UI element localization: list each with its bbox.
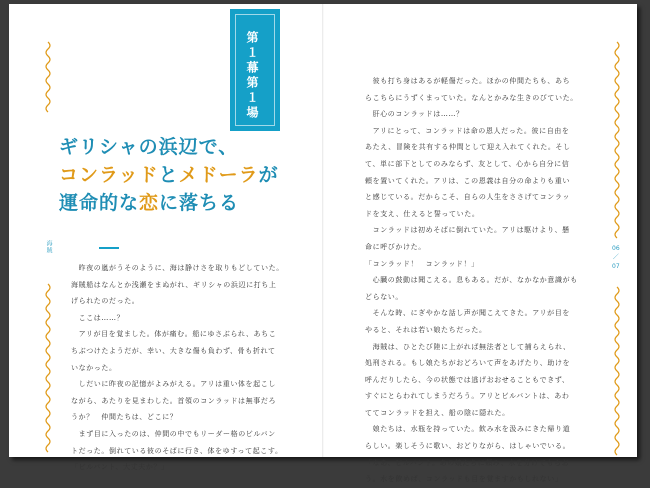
text-line: いなかった。 [71,363,117,372]
text-line: う。水を飲めば、コンラッドも目を覚ますかもしれない」 [365,475,563,484]
page-number-left: 06 [612,245,620,252]
title-line [59,161,299,189]
right-top-wave-ornament [613,42,621,232]
left-page [9,4,323,472]
text-line: ながら、あたりを見まわした。首領のコンラッドは無事だろ [71,396,277,405]
text-line: 「なあ、ビルバント。あの娘たちに頼み、水を分けてもらお [365,458,570,467]
text-line: アリにとって、コンラッドは命の恩人だった。彼に自由を [365,126,570,135]
title-highlight-word: メドーラ [178,164,259,186]
text-line: て、単に部下としてのみならず、友として、心から自分に信 [365,159,570,168]
text-line: 処刑される。もし娘たちがおどろいて声をあげたり、助けを [365,359,571,368]
text-line: 「コンラッド！ コンラッド！」 [365,259,479,268]
text-line: あたえ、冒険を共有する仲間として迎え入れてくれた。そし [365,143,571,152]
text-line: そんな時、にぎやかな話し声が聞こえてきた。アリが目を [365,309,570,318]
text-line: アリが目を覚ました。体が痛む。船にゆさぶられ、あちこ [71,330,277,339]
page-number-right: 07 [612,263,620,270]
title-text: ギリシャの浜辺で、 [59,136,239,158]
text-line: どらない。 [365,292,403,301]
text-line: ててコンラッドを担え、船の陰に隠れた。 [365,408,510,417]
title-line [59,189,299,217]
text-line: 海賊船はなんとか浅瀬をまぬがれ、ギリシャの浜辺に打ち上 [71,280,277,289]
text-line: 海賊は、ひとたび陸に上がれば無法者として捕らえられ、 [365,342,571,351]
title-text: に落ちる [159,192,240,214]
act-scene-label: 第１幕第１場 [245,31,259,121]
title-highlight-word: コンラッド [59,164,159,186]
text-line: まず目に入ったのは、仲間の中でもリーダー格のビルバン [71,429,276,438]
left-bottom-wave-ornament [44,284,52,449]
text-line: 命に呼びかけた。 [365,242,426,251]
page-number [612,244,620,271]
text-line: ここは……？ [71,313,125,322]
title-text: と [158,164,179,186]
text-line: 頼を置いてくれた。アリは、この恩義は自分の命よりも重い [365,176,570,185]
page-number-separator: ／ [612,254,619,261]
text-line: 心臓の鼓動は聞こえる。息もある。だが、なかなか意識がも [365,276,578,285]
text-line: 「ビルバント、大丈夫か？」 [71,463,169,472]
text-line: しだいに昨夜の記憶がよみがえる。アリは重い体を起こし [71,380,276,389]
left-top-wave-ornament [44,42,52,112]
act-scene-banner [230,9,280,131]
left-body-text [71,260,284,476]
right-page [323,4,637,484]
text-line: コンラッドは初めそばに倒れていた。アリは駆けより、懸 [365,226,570,235]
text-line: うか？ 仲間たちは、どこに？ [71,413,178,422]
title-divider [99,247,119,249]
text-line: らしい。楽しそうに歌い、おどりながら、はしゃいでいる。 [365,442,571,451]
text-line: やると、それは若い娘たちだった。 [365,325,487,334]
book-spread [9,4,637,484]
text-line: げられたのだった。 [71,297,140,306]
text-line: 肝心のコンラッドは……？ [365,110,464,119]
text-line: 娘たちは、水瓶を持っていた。飲み水を汲みにきた帰り道 [365,425,571,434]
title-line [59,133,299,161]
text-line: 彼も打ち身はあるが軽傷だった。ほかの仲間たちも、あち [365,77,571,85]
right-bottom-wave-ornament [613,287,621,449]
right-body-text [365,73,578,488]
text-line: 昨夜の嵐がうそのように、海は静けさを取りもどしていた。 [71,264,284,272]
text-line: と感じている。だからこそ、自らの人生をささげてコンラッ [365,193,570,202]
title-text: が [258,164,279,186]
text-line: 呼んだりしたら、今の状態では逃げおおせることもできず、 [365,375,570,384]
chapter-title [59,133,299,217]
text-line: ドを支え、仕えると誓っていた。 [365,209,480,218]
title-highlight-word: 恋 [139,192,160,214]
title-text: 運命的な [59,192,140,214]
text-line: らこちらにうずくまっていた。なんとかみな生きのびていた。 [365,93,578,102]
text-line: トだった。倒れている彼のそばに行き、体をゆすって起こす。 [71,446,283,455]
text-line: すぐにとらわれてしまうだろう。アリとビルバントは、あわ [365,392,570,401]
text-line: ちぶつけたようだが、幸い、大きな傷も負わず、骨も折れて [71,346,276,355]
side-label-pirate: 海賊 [45,240,52,254]
